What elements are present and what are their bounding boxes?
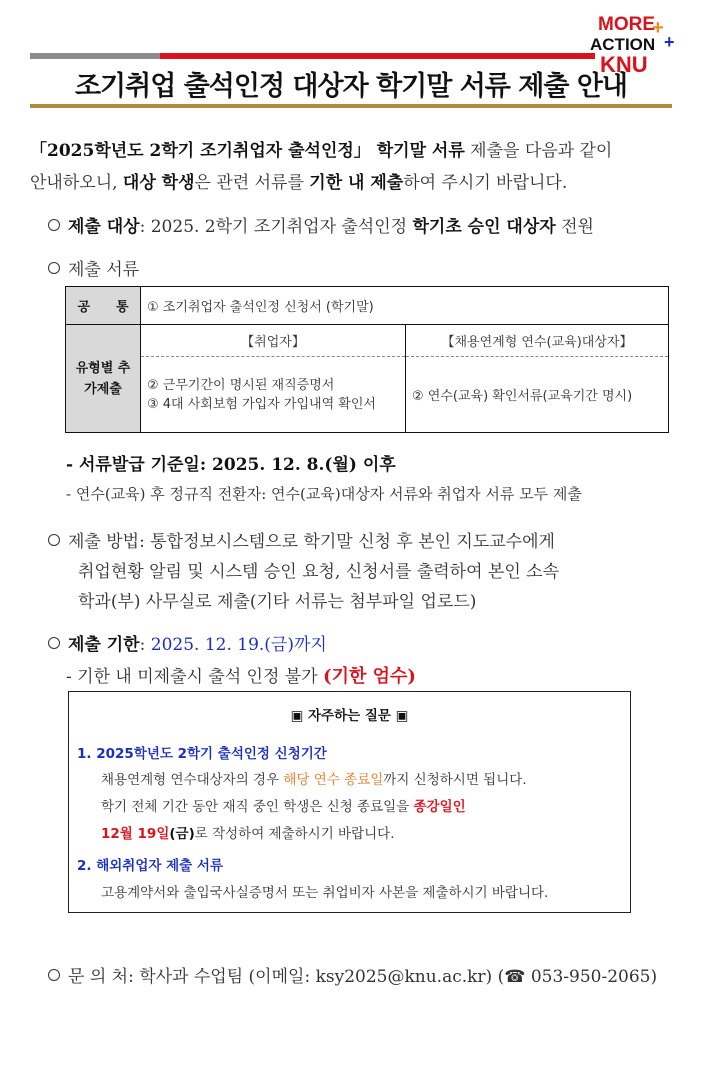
method-line-3: 학과(부) 사무실로 제출(기타 서류는 첨부파일 업로드) bbox=[78, 592, 477, 612]
contact-phone: 053-950-2065) bbox=[525, 967, 658, 987]
intro-bold-3: 기한 내 제출 bbox=[309, 173, 404, 193]
intro-bold-1: 「2025학년도 2학기 조기취업자 출석인정」 학기말 서류 bbox=[30, 141, 465, 161]
faq-answer-1-line-1: 채용연계형 연수대상자의 경우 해당 연수 종료일까지 신청하시면 됩니다. bbox=[101, 772, 527, 788]
col2-items bbox=[406, 357, 669, 433]
logo-line2: ACTION bbox=[590, 35, 656, 54]
method-block bbox=[48, 527, 674, 617]
intro-text-2: 안내하오니, bbox=[30, 173, 123, 193]
documents-label: 제출 서류 bbox=[68, 260, 140, 280]
logo-plus: + bbox=[652, 17, 664, 39]
intro-text-4: 하여 주시기 바랍니다. bbox=[403, 173, 568, 193]
doc-note-1: - 서류발급 기준일: 2025. 12. 8.(월) 이후 bbox=[66, 455, 396, 475]
col1-items bbox=[141, 357, 406, 433]
documents-line bbox=[48, 255, 139, 280]
circle-bullet-icon bbox=[48, 219, 60, 231]
deadline-date: 2025. 12. 19.(금)까지 bbox=[150, 635, 327, 655]
target-line bbox=[48, 212, 594, 237]
intro-text-3: 은 관련 서류를 bbox=[194, 173, 310, 193]
col1-item: ② 근무기간이 명시된 재직증명서 bbox=[147, 377, 335, 393]
contact-text: 문 의 처: 학사과 수업팀 (이메일: ksy2025@knu.ac.kr) ( bbox=[68, 967, 505, 987]
target-label: 제출 대상 bbox=[68, 217, 140, 237]
intro-bold-2: 대상 학생 bbox=[122, 173, 195, 193]
col2-item: ② 연수(교육) 확인서류(교육기간 명시) bbox=[412, 389, 633, 404]
common-value: ① 조기취업자 출석인정 신청서 (학기말) bbox=[141, 287, 669, 325]
header-bar-gray bbox=[30, 53, 160, 59]
intro-paragraph bbox=[30, 135, 672, 199]
logo-line3: KNU bbox=[600, 52, 648, 77]
faq-box bbox=[68, 691, 631, 913]
faq-answer-2: 고용계약서와 출입국사실증명서 또는 취업비자 사본을 제출하시기 바랍니다. bbox=[101, 885, 549, 901]
target-text-a: : 2025. 2학기 조기취업자 출석인정 bbox=[139, 217, 413, 237]
circle-bullet-icon bbox=[48, 262, 60, 274]
col1-title: 【취업자】 bbox=[141, 325, 406, 357]
intro-text-1: 제출을 다음과 같이 bbox=[464, 141, 613, 161]
faq-title: ▣ 자주하는 질문 ▣ bbox=[290, 708, 409, 724]
col1-item: ③ 4대 사회보험 가입자 가입내역 확인서 bbox=[147, 396, 376, 412]
svg-text:+: + bbox=[664, 32, 675, 52]
method-line-1: 제출 방법: 통합정보시스템으로 학기말 신청 후 본인 지도교수에게 bbox=[48, 527, 674, 557]
method-line-2: 취업현황 알림 및 시스템 승인 요청, 신청서를 출력하여 본인 소속 bbox=[78, 562, 560, 582]
circle-bullet-icon bbox=[48, 534, 60, 546]
documents-table bbox=[65, 286, 669, 433]
circle-bullet-icon bbox=[48, 637, 60, 649]
target-text-c: 전원 bbox=[555, 217, 594, 237]
doc-note-2: - 연수(교육) 후 정규직 전환자: 연수(교육)대상자 서류와 취업자 서류 모두 제출 bbox=[66, 485, 582, 503]
type-head: 유형별 추가제출 bbox=[66, 325, 141, 433]
faq-answer-1-line-2: 학기 전체 기간 동안 재직 중인 학생은 신청 종료일을 종강일인 bbox=[101, 799, 466, 815]
col2-title: 【채용연계형 연수(교육)대상자】 bbox=[406, 325, 669, 357]
logo-line1: MORE bbox=[598, 14, 655, 35]
circle-bullet-icon bbox=[48, 969, 60, 981]
deadline-label: 제출 기한 bbox=[68, 635, 140, 655]
faq-answer-1-line-3: 12월 19일(금)로 작성하여 제출하시기 바랍니다. bbox=[101, 826, 395, 842]
header-bar-red bbox=[160, 53, 595, 59]
deadline-warning: (기한 엄수) bbox=[323, 666, 416, 687]
common-head: 공 통 bbox=[66, 287, 141, 325]
faq-question-1: 1. 2025학년도 2학기 출석인정 신청기간 bbox=[77, 746, 327, 762]
title-underline bbox=[30, 104, 672, 108]
phone-icon: ☎ bbox=[504, 967, 526, 987]
target-text-bold: 학기초 승인 대상자 bbox=[412, 217, 556, 237]
faq-question-2: 2. 해외취업자 제출 서류 bbox=[77, 858, 223, 874]
deadline-line: 제출 기한: 2025. 12. 19.(금)까지 bbox=[48, 630, 327, 655]
deadline-sub: - 기한 내 미제출시 출석 인정 불가 (기한 엄수) bbox=[66, 666, 416, 687]
contact-line bbox=[48, 962, 657, 987]
page-title: 조기취업 출석인정 대상자 학기말 서류 제출 안내 bbox=[74, 71, 628, 102]
